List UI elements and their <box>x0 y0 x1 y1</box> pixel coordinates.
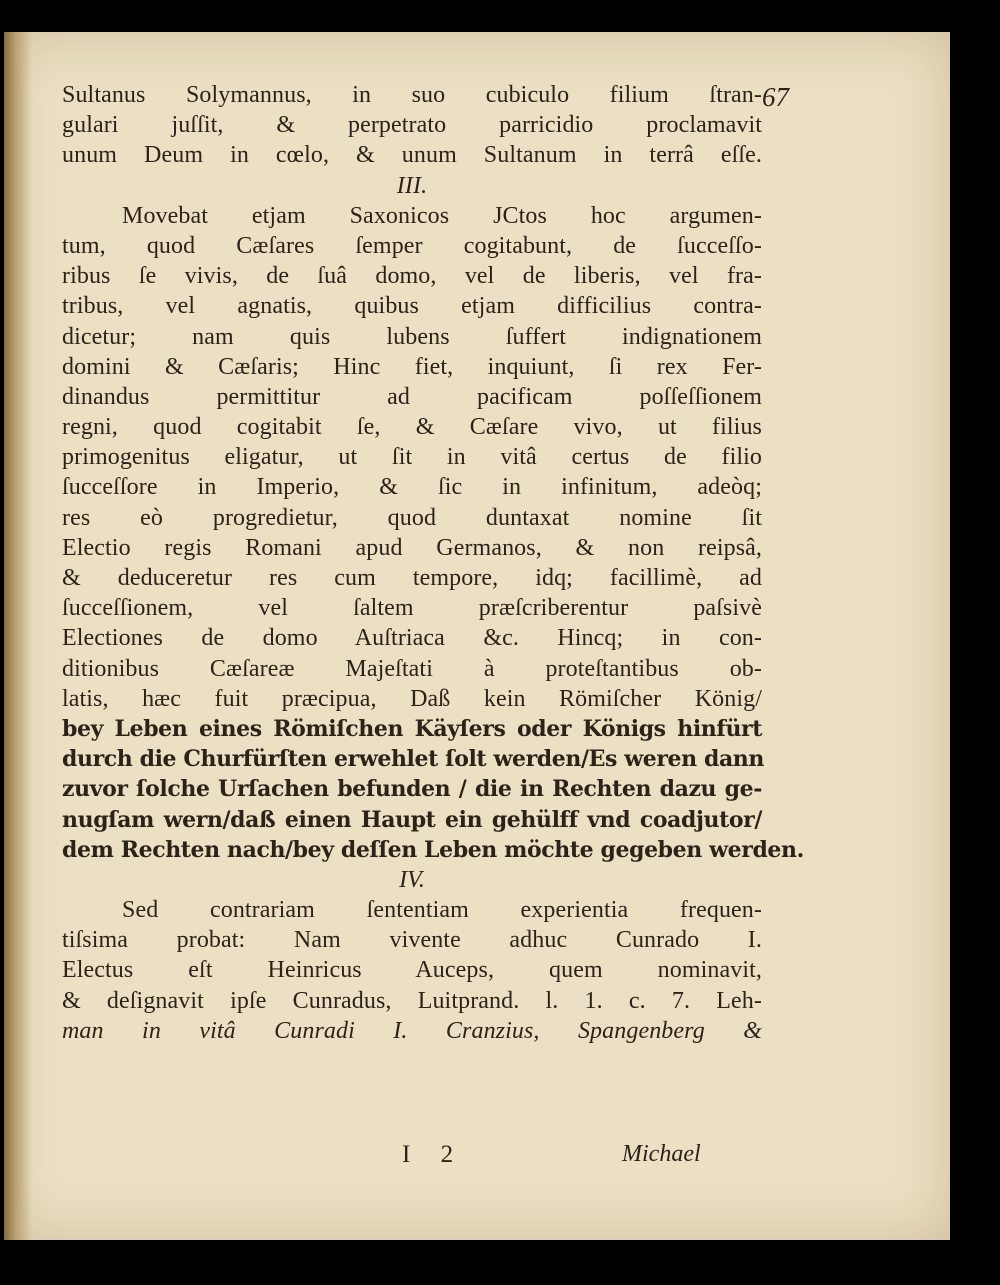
fraktur-line: dem Rechten nach/bey deſſen Leben möchte gegeben werden. <box>62 836 804 863</box>
fraktur-line: durch die Churfürſten erwehlet ſolt werden/Es weren dann <box>62 746 764 773</box>
signature-mark: I 2 <box>402 1141 466 1168</box>
text-line: Electio regis Romani apud Germanos, & non reipsâ, <box>62 534 762 561</box>
text-line: Electiones de domo Auſtriaca &c. Hincq; in con- <box>62 625 762 652</box>
text-line: Electus eſt Heinricus Auceps, quem nominavit, <box>62 957 762 984</box>
text-line: Sed contrariam ſententiam experientia frequen- <box>122 897 762 924</box>
text-line: tum, quod Cæſares ſemper cogitabunt, de ſucceſſo- <box>62 232 762 259</box>
text-line: regni, quod cogitabit ſe, & Cæſare vivo, ut filius <box>62 414 762 441</box>
text-line: ditionibus Cæſareæ Majeſtati à proteſtantibus ob- <box>62 655 762 682</box>
text-line: res eò progredietur, quod duntaxat nomine ſit <box>62 504 762 531</box>
text-line: ſucceſſore in Imperio, & ſic in infinitum, adeòq; <box>62 474 762 501</box>
text-line: ſucceſſionem, vel ſaltem præſcriberentur paſsivè <box>62 595 762 622</box>
section-number-iv: IV. <box>399 866 425 893</box>
text-line: unum Deum in cœlo, & unum Sultanum in terrâ eſſe. <box>62 142 762 169</box>
text-line: Movebat etjam Saxonicos JCtos hoc argumen- <box>122 202 762 229</box>
text-line: domini & Cæſaris; Hinc fiet, inquiunt, ſi rex Fer- <box>62 353 762 380</box>
text-line: tiſsima probat: Nam vivente adhuc Cunrado I. <box>62 927 762 954</box>
text-line: Sultanus Solymannus, in suo cubiculo filium ſtran- <box>62 82 762 108</box>
fraktur-line: bey Leben eines Römiſchen Käyſers oder Königs hinfürt <box>62 715 762 742</box>
text-line: ribus ſe vivis, de ſuâ domo, vel de liberis, vel fra- <box>62 263 762 290</box>
text-line: man in vitâ Cunradi I. Cranzius, Spangenberg & <box>62 1017 762 1044</box>
text-line: & deſignavit ipſe Cunradus, Luitprand. l. 1. c. 7. Leh- <box>62 987 762 1014</box>
section-number-iii: III. <box>396 172 428 199</box>
text-line: primogenitus eligatur, ut ſit in vitâ certus de filio <box>62 444 762 471</box>
text-line: & deduceretur res cum tempore, idq; facillimè, ad <box>62 565 762 591</box>
page-gutter-shadow <box>4 32 32 1240</box>
book-page <box>4 32 950 1240</box>
text-line: tribus, vel agnatis, quibus etjam difficilius contra- <box>62 293 762 320</box>
text-line: dicetur; nam quis lubens ſuffert indignationem <box>62 323 762 350</box>
page-number: 67 <box>762 82 789 112</box>
fraktur-line: zuvor ſolche Urſachen befunden / die in Rechten dazu ge- <box>62 776 762 803</box>
fraktur-line: nugſam wern/daß einen Haupt ein gehülff vnd coadjutor/ <box>62 806 762 833</box>
text-line: dinandus permittitur ad pacificam poſſeſſionem <box>62 383 762 410</box>
text-line: latis, hæc fuit præcipua, Daß kein Römiſcher König/ <box>62 685 762 712</box>
text-line: gulari juſſit, & perpetrato parricidio proclamavit <box>62 112 762 139</box>
catchword: Michael <box>622 1141 701 1167</box>
